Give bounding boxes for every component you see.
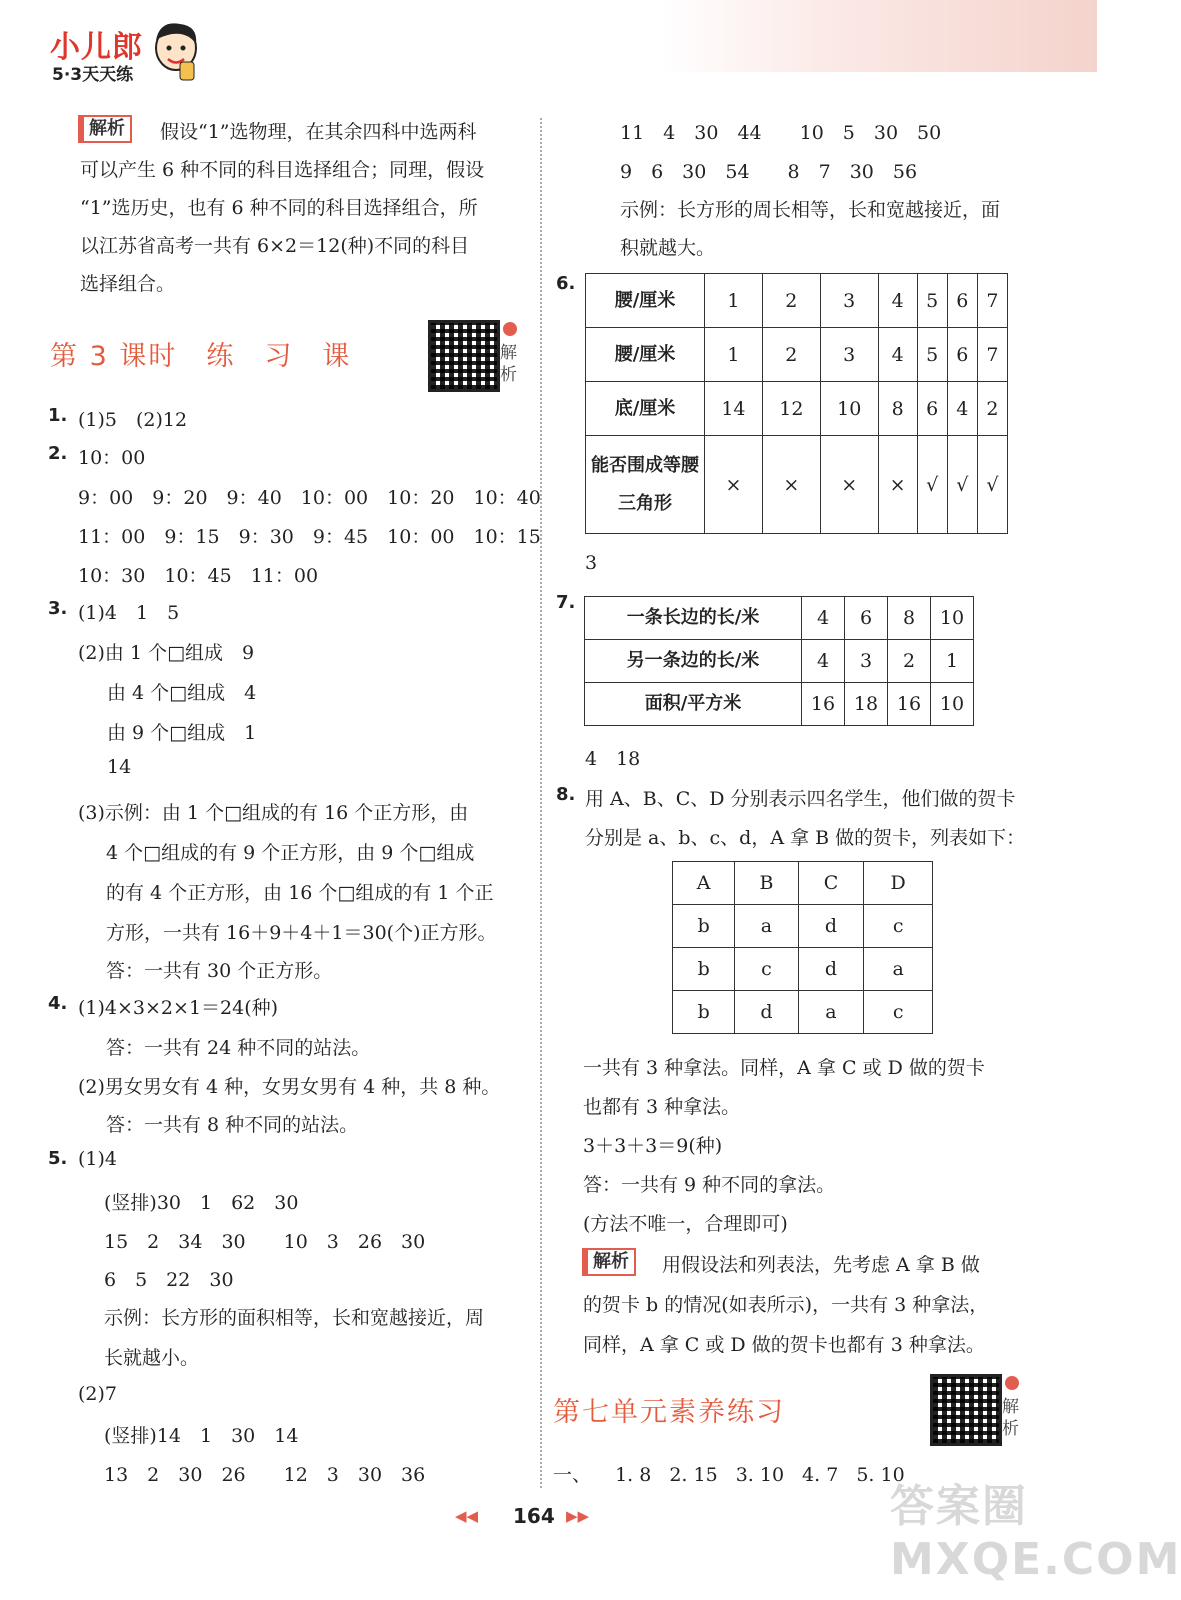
answer-line: 也都有 3 种拿法。 bbox=[583, 1096, 741, 1118]
play-icon-2 bbox=[1005, 1376, 1019, 1390]
table-cell: 2 bbox=[888, 640, 931, 683]
q6-answer: 3 bbox=[585, 552, 598, 574]
answer-line: 4 个□组成的有 9 个正方形，由 9 个□组成 bbox=[106, 842, 475, 864]
table-cell: A bbox=[673, 862, 735, 905]
table-cell: 3 bbox=[820, 274, 878, 328]
analysis-tag: 解析 bbox=[78, 115, 132, 143]
table-cell: 7 bbox=[977, 274, 1007, 328]
analysis-line: 可以产生 6 种不同的科目选择组合；同理，假设 bbox=[80, 159, 485, 181]
answer-line: 长就越小。 bbox=[104, 1347, 200, 1369]
table-row bbox=[585, 640, 974, 683]
answer-line: 积就越大。 bbox=[620, 237, 716, 259]
table-cell: 10 bbox=[931, 597, 974, 640]
table-cell: b bbox=[673, 948, 735, 991]
question-6-number: 6. bbox=[556, 273, 576, 294]
qr-code-icon[interactable] bbox=[428, 320, 500, 392]
table-cell: C bbox=[798, 862, 864, 905]
table-cell: 3 bbox=[845, 640, 888, 683]
table-cell: 6 bbox=[947, 274, 977, 328]
table-row bbox=[673, 862, 933, 905]
qr-label: 解析 bbox=[500, 343, 517, 385]
table-cell: √ bbox=[977, 436, 1007, 534]
table-row bbox=[585, 683, 974, 726]
table-cell: 腰/厘米 bbox=[586, 328, 705, 382]
column-divider bbox=[540, 118, 542, 1488]
header-band bbox=[660, 0, 1097, 72]
table-row bbox=[585, 597, 974, 640]
qr-code-icon-2[interactable] bbox=[930, 1374, 1002, 1446]
table-cell: × bbox=[762, 436, 820, 534]
analysis-block bbox=[78, 115, 132, 143]
analysis-line: 用假设法和列表法，先考虑 A 拿 B 做 bbox=[662, 1254, 980, 1276]
table-cell: a bbox=[864, 948, 933, 991]
table-cell: 8 bbox=[888, 597, 931, 640]
question-number: 2. bbox=[48, 443, 68, 464]
answer-line: 14 bbox=[107, 756, 132, 778]
table-cell: 面积/平方米 bbox=[585, 683, 802, 726]
prev-page-icon[interactable]: ◀◀ bbox=[455, 1507, 479, 1525]
table-cell: 2 bbox=[977, 382, 1007, 436]
answer-item: 2. 15 bbox=[669, 1464, 718, 1486]
question-number: 1. bbox=[48, 405, 68, 426]
page-number: 164 bbox=[513, 1504, 555, 1528]
answer-line: 11：00 9：15 9：30 9：45 10：00 10：15 bbox=[78, 526, 541, 548]
watermark-text: 答案圈 MXQE.COM bbox=[890, 1481, 1181, 1585]
answer-line: 6 5 22 30 bbox=[104, 1269, 234, 1291]
table-cell: 2 bbox=[762, 328, 820, 382]
qr-label-2: 解析 bbox=[1002, 1397, 1019, 1439]
logo-subtitle: 5·3天天练 bbox=[52, 65, 134, 85]
answer-line: 9：00 9：20 9：40 10：00 10：20 10：40 bbox=[78, 487, 541, 509]
answer-line: 用 A、B、C、D 分别表示四名学生，他们做的贺卡 bbox=[585, 788, 1016, 810]
analysis-line: 假设“1”选物理，在其余四科中选两科 bbox=[160, 121, 477, 143]
table-cell: B bbox=[735, 862, 798, 905]
question-number: 5. bbox=[48, 1148, 68, 1169]
table-cell: 能否围成等腰三角形 bbox=[586, 436, 705, 534]
answer-line: 9 6 30 54 8 7 30 56 bbox=[620, 161, 918, 183]
answer-line: 分别是 a、b、c、d，A 拿 B 做的贺卡，列表如下： bbox=[585, 827, 1026, 849]
table-q8 bbox=[672, 861, 933, 1034]
answer-line: (竖排)30 1 62 30 bbox=[104, 1192, 299, 1214]
cartoon-boy-icon bbox=[150, 18, 202, 84]
table-cell: 4 bbox=[947, 382, 977, 436]
answer-line: 15 2 34 30 10 3 26 30 bbox=[104, 1231, 426, 1253]
answer-line: 3＋3＋3＝9(种) bbox=[583, 1135, 723, 1157]
table-cell: × bbox=[878, 436, 917, 534]
unit-7-answers bbox=[553, 1460, 905, 1487]
analysis-tag-right: 解析 bbox=[582, 1248, 636, 1276]
answer-line: 10：30 10：45 11：00 bbox=[78, 565, 319, 587]
answer-line: 答：一共有 24 种不同的站法。 bbox=[106, 1037, 371, 1059]
table-cell: 8 bbox=[878, 382, 917, 436]
table-cell: 1 bbox=[705, 328, 763, 382]
table-cell: 16 bbox=[802, 683, 845, 726]
table-cell: 6 bbox=[947, 328, 977, 382]
table-cell: 5 bbox=[917, 328, 947, 382]
table-row bbox=[586, 274, 1008, 328]
answer-line: 的有 4 个正方形，由 16 个□组成的有 1 个正 bbox=[106, 882, 494, 904]
table-cell: a bbox=[798, 991, 864, 1034]
table-cell: 一条长边的长/米 bbox=[585, 597, 802, 640]
answer-line: 一共有 3 种拿法。同样，A 拿 C 或 D 做的贺卡 bbox=[583, 1057, 985, 1079]
table-q6 bbox=[585, 273, 1008, 534]
table-cell: 6 bbox=[845, 597, 888, 640]
table-cell: 另一条边的长/米 bbox=[585, 640, 802, 683]
table-cell: 6 bbox=[917, 382, 947, 436]
answer-line: 由 9 个□组成 1 bbox=[107, 722, 257, 744]
answer-item: 3. 10 bbox=[735, 1464, 785, 1486]
table-cell: d bbox=[798, 905, 864, 948]
answer-item: 5. 10 bbox=[856, 1464, 905, 1486]
analysis-line: “1”选历史，也有 6 种不同的科目选择组合，所 bbox=[80, 197, 478, 219]
table-cell: c bbox=[864, 905, 933, 948]
table-row bbox=[586, 328, 1008, 382]
table-cell: 1 bbox=[931, 640, 974, 683]
question-number: 3. bbox=[48, 598, 68, 619]
table-cell: 4 bbox=[878, 328, 917, 382]
table-cell: × bbox=[705, 436, 763, 534]
table-cell: c bbox=[864, 991, 933, 1034]
table-cell: d bbox=[798, 948, 864, 991]
table-row bbox=[586, 436, 1008, 534]
table-cell: 4 bbox=[878, 274, 917, 328]
answer-line: (2)7 bbox=[78, 1383, 118, 1405]
next-page-icon[interactable]: ▶▶ bbox=[566, 1507, 590, 1525]
table-cell: 3 bbox=[820, 328, 878, 382]
answer-item: 4. 7 bbox=[802, 1464, 839, 1486]
table-cell: 底/厘米 bbox=[586, 382, 705, 436]
answer-line: 11 4 30 44 10 5 30 50 bbox=[620, 122, 942, 144]
question-number: 4. bbox=[48, 993, 68, 1014]
table-cell: c bbox=[735, 948, 798, 991]
answer-line: (3)示例：由 1 个□组成的有 16 个正方形，由 bbox=[78, 802, 469, 824]
table-cell: 10 bbox=[931, 683, 974, 726]
answer-line: (1)4 1 5 bbox=[78, 602, 180, 624]
table-cell: 2 bbox=[762, 274, 820, 328]
answer-line: 方形，一共有 16＋9＋4＋1＝30(个)正方形。 bbox=[106, 922, 497, 944]
answer-line: 答：一共有 9 种不同的拿法。 bbox=[583, 1174, 836, 1196]
question-7-number: 7. bbox=[556, 592, 576, 613]
answer-line: 由 4 个□组成 4 bbox=[107, 682, 257, 704]
answer-line: 示例：长方形的面积相等，长和宽越接近，周 bbox=[104, 1307, 485, 1329]
answer-line: (竖排)14 1 30 14 bbox=[104, 1425, 299, 1447]
table-cell: b bbox=[673, 905, 735, 948]
table-cell: 12 bbox=[762, 382, 820, 436]
table-cell: 5 bbox=[917, 274, 947, 328]
table-cell: b bbox=[673, 991, 735, 1034]
logo-title: 小儿郎 bbox=[50, 30, 143, 65]
table-cell: 1 bbox=[705, 274, 763, 328]
table-cell: 14 bbox=[705, 382, 763, 436]
answer-line: 示例：长方形的周长相等，长和宽越接近，面 bbox=[620, 199, 1001, 221]
question-8-number: 8. bbox=[556, 784, 576, 805]
answer-line: 答：一共有 8 种不同的站法。 bbox=[106, 1114, 359, 1136]
table-cell: √ bbox=[917, 436, 947, 534]
table-cell: D bbox=[864, 862, 933, 905]
table-q7 bbox=[584, 596, 974, 726]
table-cell: 4 bbox=[802, 640, 845, 683]
table-cell: 4 bbox=[802, 597, 845, 640]
table-row bbox=[673, 905, 933, 948]
table-cell: d bbox=[735, 991, 798, 1034]
table-row bbox=[673, 991, 933, 1034]
section-title-lesson-3: 第 3 课时 练 习 课 bbox=[50, 341, 352, 372]
analysis-line: 选择组合。 bbox=[80, 273, 176, 295]
right-analysis-block bbox=[582, 1248, 636, 1276]
q7-answer: 4 18 bbox=[585, 748, 641, 770]
table-cell: × bbox=[820, 436, 878, 534]
table-cell: 16 bbox=[888, 683, 931, 726]
answer-line: 13 2 30 26 12 3 30 36 bbox=[104, 1464, 426, 1486]
answer-line: (2)由 1 个□组成 9 bbox=[78, 642, 255, 664]
answer-item: 1. 8 bbox=[615, 1464, 652, 1486]
answer-line: (方法不唯一，合理即可) bbox=[583, 1213, 788, 1235]
watermark bbox=[890, 1470, 1181, 1590]
answer-line: (1)5 (2)12 bbox=[78, 409, 188, 431]
answer-line: (1)4 bbox=[78, 1148, 118, 1170]
answer-line: (1)4×3×2×1＝24(种) bbox=[78, 997, 279, 1019]
table-cell: 腰/厘米 bbox=[586, 274, 705, 328]
table-cell: 18 bbox=[845, 683, 888, 726]
answer-line: (2)男女男女有 4 种，女男女男有 4 种，共 8 种。 bbox=[78, 1076, 501, 1098]
section-title-unit-7: 第七单元素养练习 bbox=[553, 1397, 785, 1428]
table-row bbox=[586, 382, 1008, 436]
analysis-line: 的贺卡 b 的情况(如表所示)，一共有 3 种拿法， bbox=[583, 1294, 989, 1316]
table-cell: √ bbox=[947, 436, 977, 534]
analysis-line: 同样，A 拿 C 或 D 做的贺卡也都有 3 种拿法。 bbox=[583, 1334, 985, 1356]
table-cell: 10 bbox=[820, 382, 878, 436]
table-cell: 7 bbox=[977, 328, 1007, 382]
table-row bbox=[673, 948, 933, 991]
table-cell: a bbox=[735, 905, 798, 948]
answer-prefix: 一、 bbox=[553, 1464, 592, 1486]
answer-line: 10：00 bbox=[78, 447, 146, 469]
analysis-line: 以江苏省高考一共有 6×2＝12(种)不同的科目 bbox=[80, 235, 470, 257]
answer-line: 答：一共有 30 个正方形。 bbox=[106, 960, 333, 982]
play-icon bbox=[503, 322, 517, 336]
